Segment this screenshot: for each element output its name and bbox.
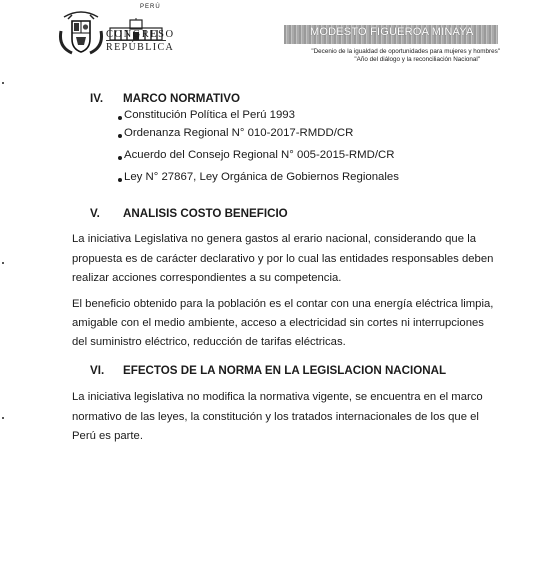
section-title: EFECTOS DE LA NORMA EN LA LEGISLACION NACIONAL — [123, 364, 447, 377]
paragraph-line: del suministro eléctrico, reducción de tarifas eléctricas. — [72, 336, 346, 348]
bullet-icon — [118, 156, 122, 160]
section-title: MARCO NORMATIVO — [123, 92, 241, 105]
peru-label: PERÚ — [140, 4, 161, 10]
paragraph-line: La iniciativa Legislativa no genera gastos al erario nacional, considerando que la — [72, 233, 476, 245]
bullet-icon — [118, 134, 122, 138]
congreso-label: CONGRESO — [106, 29, 175, 40]
section-number: VI. — [90, 364, 105, 377]
scan-mark — [2, 82, 4, 84]
congressman-name: MODESTO FIGUEROA MINAYA — [310, 26, 474, 38]
paragraph-line: normativo de las leyes, la constitución y los tratados internacionales de los que el — [72, 411, 479, 423]
decade-motto: "Decenio de la igualdad de oportunidades para mujeres y hombres" — [311, 48, 500, 55]
scan-mark — [2, 262, 4, 264]
year-motto: "Año del diálogo y la reconciliación Nacional" — [354, 56, 480, 63]
paragraph-line: realizar acciones correspondientes a su competencia. — [72, 272, 342, 284]
list-item: Acuerdo del Consejo Regional N° 005-2015-RMD/CR — [124, 149, 395, 161]
section-number: IV. — [90, 92, 104, 105]
paragraph-line: Perú es parte. — [72, 430, 143, 442]
section-title: ANALISIS COSTO BENEFICIO — [123, 207, 288, 220]
paragraph-line: amigable con el medio ambiente, acceso a electricidad sin cortes ni interrupciones — [72, 317, 484, 329]
paragraph-line: La iniciativa legislativa no modifica la normativa vigente, se encuentra en el marco — [72, 391, 483, 403]
list-item: Ley N° 27867, Ley Orgánica de Gobiernos Regionales — [124, 171, 399, 183]
paragraph-line: El beneficio obtenido para la población es el contar con una energía eléctrica limpia, — [72, 298, 494, 310]
republica-label: REPÚBLICA — [106, 42, 175, 53]
section-number: V. — [90, 207, 100, 220]
bullet-icon — [118, 116, 122, 120]
list-item: Constitución Política el Perú 1993 — [124, 109, 295, 121]
paragraph-line: propuesta es de carácter declarativo y por lo cual las entidades responsables deben — [72, 253, 494, 265]
list-item: Ordenanza Regional N° 010-2017-RMDD/CR — [124, 127, 354, 139]
scan-mark — [2, 417, 4, 419]
bullet-icon — [118, 178, 122, 182]
